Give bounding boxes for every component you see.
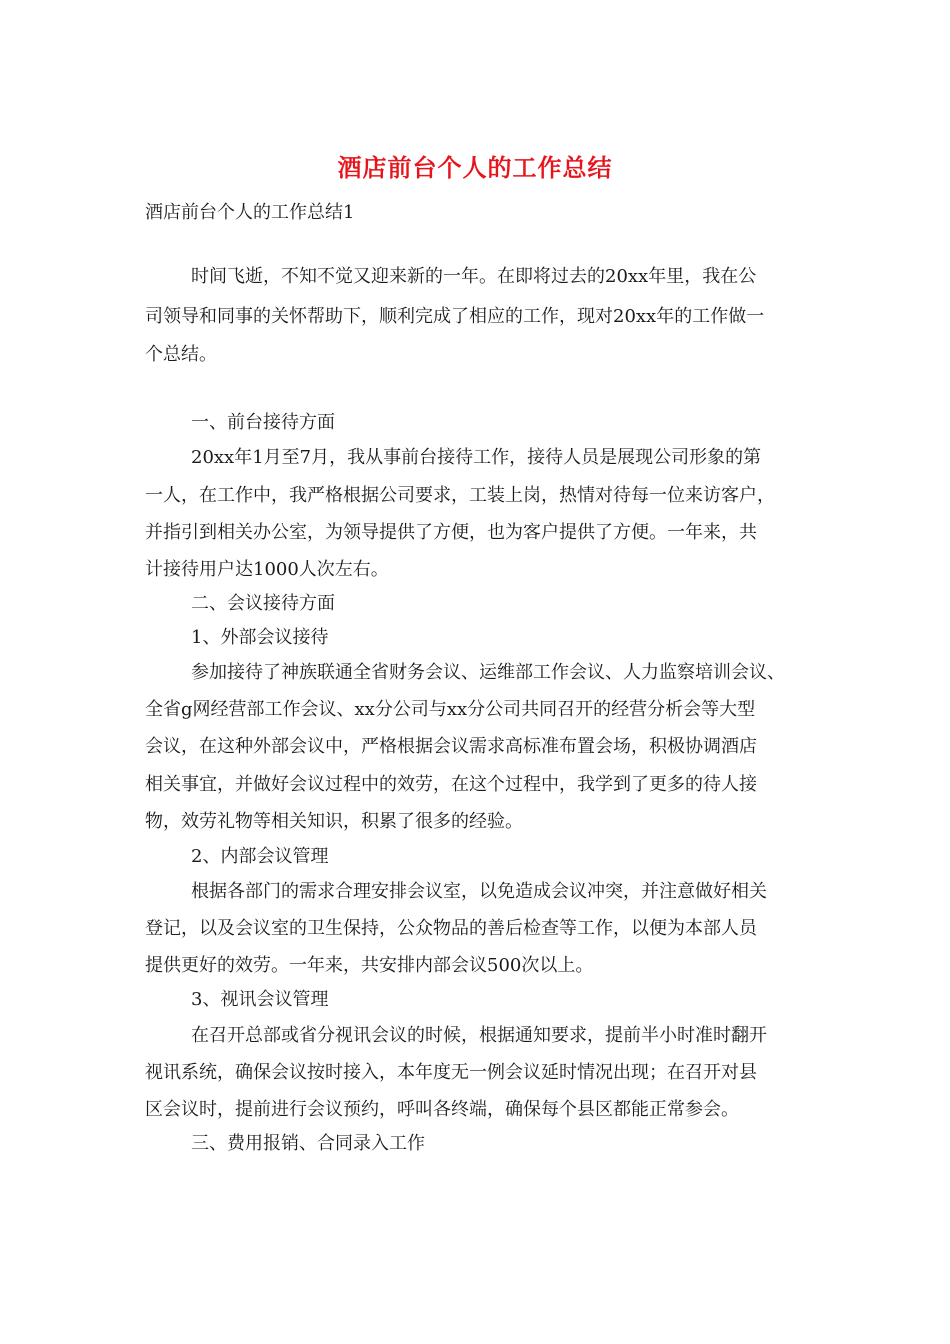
subsection-heading: 3、视讯会议管理	[191, 989, 329, 1010]
paragraph-line: 并指引到相关办公室，为领导提供了方便，也为客户提供了方便。一年来，共	[145, 522, 757, 543]
paragraph-line: 全省g网经营部工作会议、xx分公司与xx分公司共同召开的经营分析会等大型	[145, 699, 756, 720]
document-title: 酒店前台个人的工作总结	[337, 153, 613, 182]
paragraph-line: 区会议时，提前进行会议预约，呼叫各终端，确保每个县区都能正常参会。	[145, 1099, 739, 1120]
section-heading: 二、会议接待方面	[191, 593, 335, 614]
paragraph-line: 会议，在这种外部会议中，严格根据会议需求高标准布置会场，积极协调酒店	[145, 736, 757, 757]
paragraph-line: 相关事宜，并做好会议过程中的效劳，在这个过程中，我学到了更多的待人接	[145, 774, 757, 795]
paragraph-line: 视讯系统，确保会议按时接入，本年度无一例会议延时情况出现；在召开对县	[145, 1062, 757, 1083]
paragraph-line: 在召开总部或省分视讯会议的时候，根据通知要求，提前半小时准时翻开	[191, 1025, 767, 1046]
subsection-heading: 2、内部会议管理	[191, 846, 329, 867]
section-heading: 三、费用报销、合同录入工作	[191, 1133, 425, 1154]
paragraph-line: 物，效劳礼物等相关知识，积累了很多的经验。	[145, 811, 523, 832]
paragraph-line: 个总结。	[145, 344, 217, 365]
subsection-heading: 1、外部会议接待	[191, 627, 329, 648]
paragraph-line: 登记，以及会议室的卫生保持，公众物品的善后检查等工作，以便为本部人员	[145, 918, 757, 939]
document-subtitle: 酒店前台个人的工作总结1	[145, 202, 355, 223]
paragraph-line: 20xx年1月至7月，我从事前台接待工作，接待人员是展现公司形象的第	[191, 447, 762, 468]
paragraph-line: 计接待用户达1000人次左右。	[145, 559, 389, 580]
paragraph-line: 根据各部门的需求合理安排会议室，以免造成会议冲突，并注意做好相关	[191, 881, 767, 902]
paragraph-line: 时间飞逝，不知不觉又迎来新的一年。在即将过去的20xx年里，我在公	[191, 266, 757, 287]
section-heading: 一、前台接待方面	[191, 412, 335, 433]
paragraph-line: 提供更好的效劳。一年来，共安排内部会议500次以上。	[145, 955, 594, 976]
paragraph-line: 司领导和同事的关怀帮助下，顺利完成了相应的工作，现对20xx年的工作做一	[145, 306, 765, 327]
paragraph-line: 一人，在工作中，我严格根据公司要求，工装上岗，热情对待每一位来访客户，	[145, 485, 775, 506]
paragraph-line: 参加接待了神族联通全省财务会议、运维部工作会议、人力监察培训会议、	[191, 662, 785, 683]
